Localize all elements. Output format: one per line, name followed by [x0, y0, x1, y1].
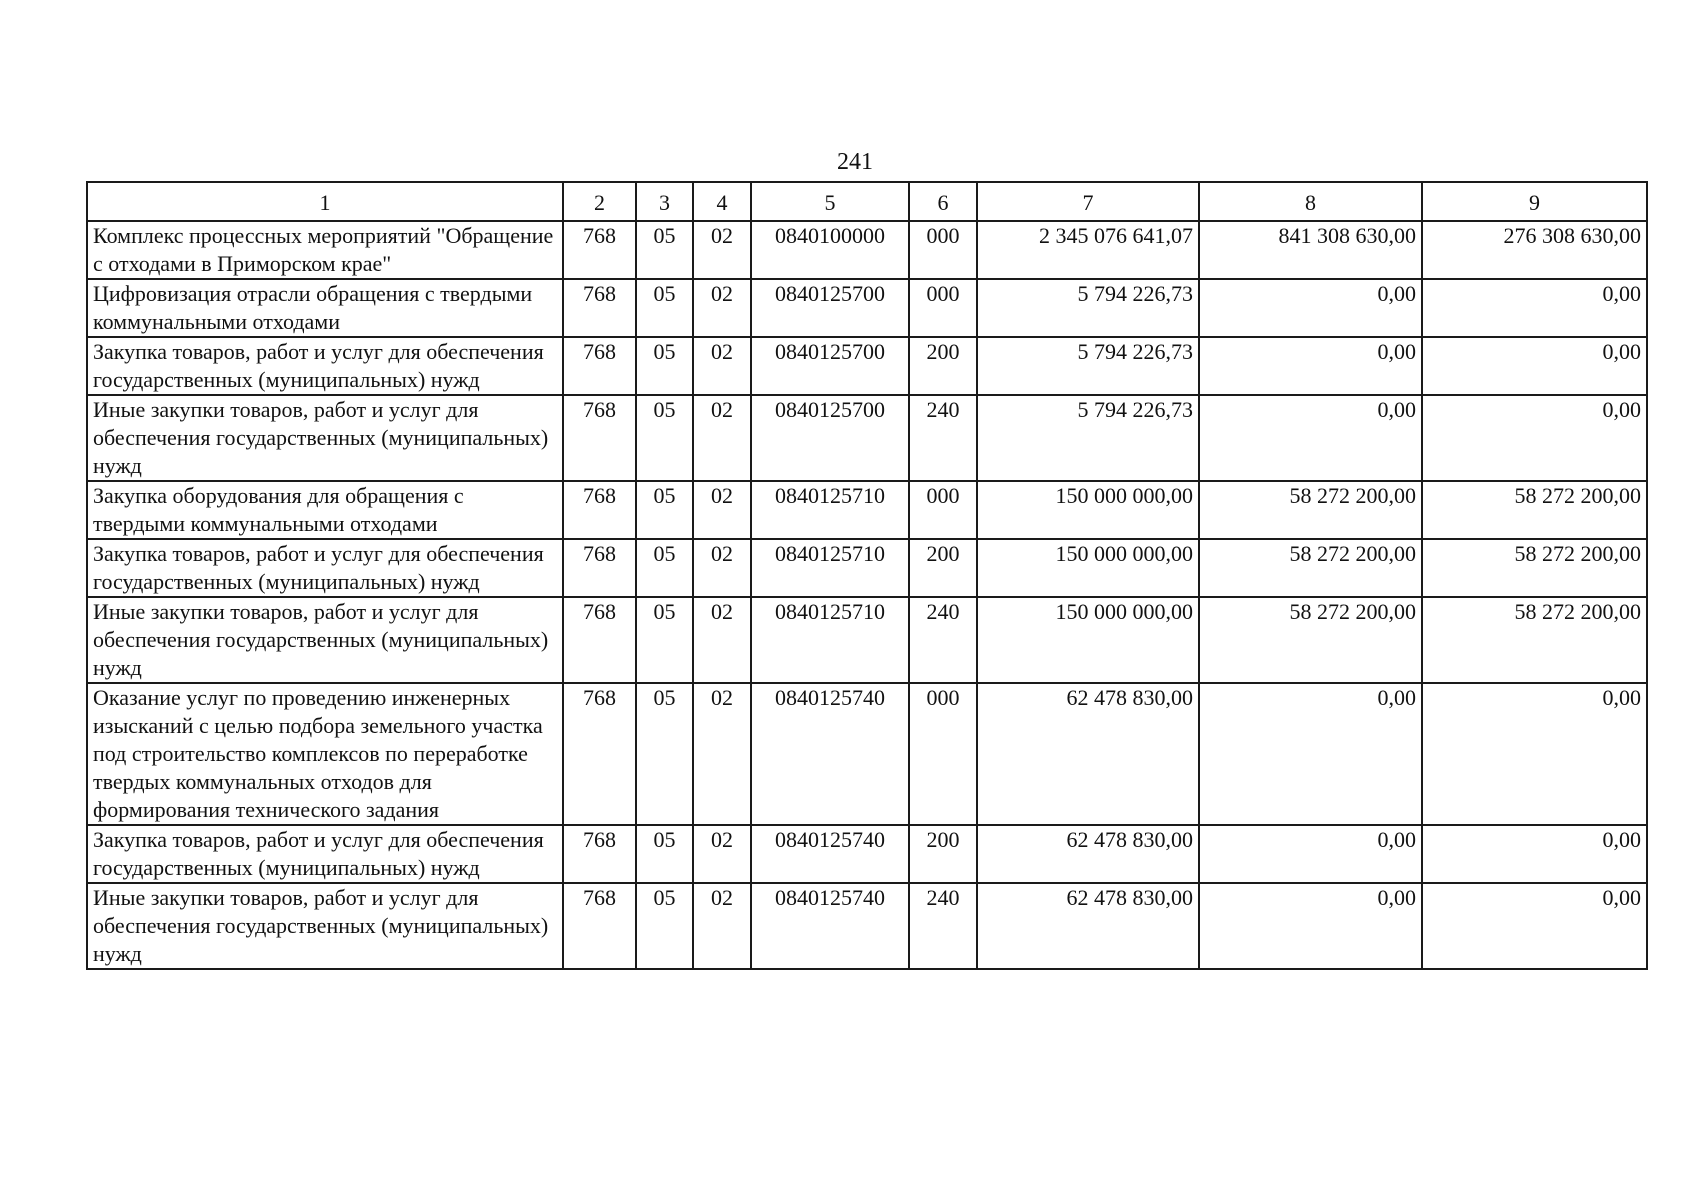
ministry-code-cell: 768 [563, 539, 636, 597]
target-article-cell: 0840100000 [751, 221, 909, 279]
item-name-cell: Закупка товаров, работ и услуг для обеспечения государственных (муниципальных) нужд [87, 539, 563, 597]
amount-col9-cell: 58 272 200,00 [1422, 597, 1647, 683]
budget-table [86, 181, 1648, 970]
item-name-cell: Иные закупки товаров, работ и услуг для обеспечения государственных (муниципальных) нужд [87, 883, 563, 969]
amount-col7-cell: 150 000 000,00 [977, 481, 1199, 539]
amount-col9-cell: 58 272 200,00 [1422, 539, 1647, 597]
header-cell: 2 [563, 182, 636, 221]
amount-col8-cell: 0,00 [1199, 279, 1422, 337]
expense-type-cell: 000 [909, 279, 977, 337]
amount-col7-cell: 62 478 830,00 [977, 683, 1199, 825]
header-cell: 5 [751, 182, 909, 221]
section-code-cell: 05 [636, 221, 693, 279]
table-row [87, 825, 1647, 883]
item-name-cell: Цифровизация отрасли обращения с твердыми коммунальными отходами [87, 279, 563, 337]
item-name-cell: Закупка товаров, работ и услуг для обеспечения государственных (муниципальных) нужд [87, 337, 563, 395]
expense-type-cell: 000 [909, 481, 977, 539]
section-code-cell: 05 [636, 337, 693, 395]
ministry-code-cell: 768 [563, 597, 636, 683]
target-article-cell: 0840125700 [751, 395, 909, 481]
expense-type-cell: 240 [909, 395, 977, 481]
header-cell: 6 [909, 182, 977, 221]
expense-type-cell: 000 [909, 683, 977, 825]
amount-col9-cell: 0,00 [1422, 683, 1647, 825]
section-code-cell: 05 [636, 279, 693, 337]
ministry-code-cell: 768 [563, 395, 636, 481]
section-code-cell: 05 [636, 597, 693, 683]
amount-col8-cell: 58 272 200,00 [1199, 481, 1422, 539]
subsection-code-cell: 02 [693, 825, 751, 883]
amount-col8-cell: 841 308 630,00 [1199, 221, 1422, 279]
item-name-cell: Иные закупки товаров, работ и услуг для обеспечения государственных (муниципальных) нужд [87, 395, 563, 481]
header-cell: 4 [693, 182, 751, 221]
subsection-code-cell: 02 [693, 395, 751, 481]
target-article-cell: 0840125740 [751, 683, 909, 825]
header-cell: 9 [1422, 182, 1647, 221]
section-code-cell: 05 [636, 539, 693, 597]
section-code-cell: 05 [636, 883, 693, 969]
subsection-code-cell: 02 [693, 883, 751, 969]
target-article-cell: 0840125740 [751, 883, 909, 969]
target-article-cell: 0840125700 [751, 279, 909, 337]
target-article-cell: 0840125700 [751, 337, 909, 395]
target-article-cell: 0840125710 [751, 539, 909, 597]
page-number: 241 [837, 149, 873, 175]
amount-col9-cell: 0,00 [1422, 279, 1647, 337]
amount-col8-cell: 58 272 200,00 [1199, 539, 1422, 597]
amount-col9-cell: 0,00 [1422, 337, 1647, 395]
section-code-cell: 05 [636, 395, 693, 481]
target-article-cell: 0840125740 [751, 825, 909, 883]
ministry-code-cell: 768 [563, 825, 636, 883]
expense-type-cell: 200 [909, 825, 977, 883]
expense-type-cell: 240 [909, 883, 977, 969]
expense-type-cell: 000 [909, 221, 977, 279]
expense-type-cell: 200 [909, 337, 977, 395]
amount-col9-cell: 0,00 [1422, 825, 1647, 883]
table-row [87, 279, 1647, 337]
ministry-code-cell: 768 [563, 883, 636, 969]
amount-col7-cell: 150 000 000,00 [977, 597, 1199, 683]
amount-col9-cell: 276 308 630,00 [1422, 221, 1647, 279]
amount-col8-cell: 0,00 [1199, 337, 1422, 395]
item-name-cell: Иные закупки товаров, работ и услуг для обеспечения государственных (муниципальных) нужд [87, 597, 563, 683]
subsection-code-cell: 02 [693, 683, 751, 825]
table-row [87, 597, 1647, 683]
header-cell: 3 [636, 182, 693, 221]
ministry-code-cell: 768 [563, 683, 636, 825]
amount-col8-cell: 0,00 [1199, 395, 1422, 481]
amount-col7-cell: 2 345 076 641,07 [977, 221, 1199, 279]
table-row [87, 221, 1647, 279]
item-name-cell: Закупка оборудования для обращения с твердыми коммунальными отходами [87, 481, 563, 539]
item-name-cell: Оказание услуг по проведению инженерных изысканий с целью подбора земельного участка под строительство комплексов по переработке твердых коммунальных отходов для формирования технического задания [87, 683, 563, 825]
table-row [87, 883, 1647, 969]
ministry-code-cell: 768 [563, 337, 636, 395]
section-code-cell: 05 [636, 481, 693, 539]
subsection-code-cell: 02 [693, 539, 751, 597]
amount-col8-cell: 0,00 [1199, 825, 1422, 883]
amount-col7-cell: 150 000 000,00 [977, 539, 1199, 597]
expense-type-cell: 200 [909, 539, 977, 597]
amount-col8-cell: 0,00 [1199, 683, 1422, 825]
amount-col9-cell: 58 272 200,00 [1422, 481, 1647, 539]
item-name-cell: Закупка товаров, работ и услуг для обеспечения государственных (муниципальных) нужд [87, 825, 563, 883]
header-cell: 8 [1199, 182, 1422, 221]
header-row [87, 182, 1647, 221]
section-code-cell: 05 [636, 825, 693, 883]
subsection-code-cell: 02 [693, 221, 751, 279]
expense-type-cell: 240 [909, 597, 977, 683]
item-name-cell: Комплекс процессных мероприятий "Обращение с отходами в Приморском крае" [87, 221, 563, 279]
table-row [87, 539, 1647, 597]
subsection-code-cell: 02 [693, 597, 751, 683]
amount-col7-cell: 62 478 830,00 [977, 883, 1199, 969]
section-code-cell: 05 [636, 683, 693, 825]
amount-col7-cell: 62 478 830,00 [977, 825, 1199, 883]
header-cell: 7 [977, 182, 1199, 221]
target-article-cell: 0840125710 [751, 597, 909, 683]
table-row [87, 481, 1647, 539]
subsection-code-cell: 02 [693, 337, 751, 395]
amount-col7-cell: 5 794 226,73 [977, 279, 1199, 337]
amount-col9-cell: 0,00 [1422, 395, 1647, 481]
amount-col7-cell: 5 794 226,73 [977, 337, 1199, 395]
ministry-code-cell: 768 [563, 279, 636, 337]
ministry-code-cell: 768 [563, 221, 636, 279]
subsection-code-cell: 02 [693, 279, 751, 337]
target-article-cell: 0840125710 [751, 481, 909, 539]
amount-col9-cell: 0,00 [1422, 883, 1647, 969]
table-row [87, 395, 1647, 481]
amount-col8-cell: 58 272 200,00 [1199, 597, 1422, 683]
amount-col8-cell: 0,00 [1199, 883, 1422, 969]
header-cell: 1 [87, 182, 563, 221]
amount-col7-cell: 5 794 226,73 [977, 395, 1199, 481]
ministry-code-cell: 768 [563, 481, 636, 539]
subsection-code-cell: 02 [693, 481, 751, 539]
table-row [87, 683, 1647, 825]
table-row [87, 337, 1647, 395]
